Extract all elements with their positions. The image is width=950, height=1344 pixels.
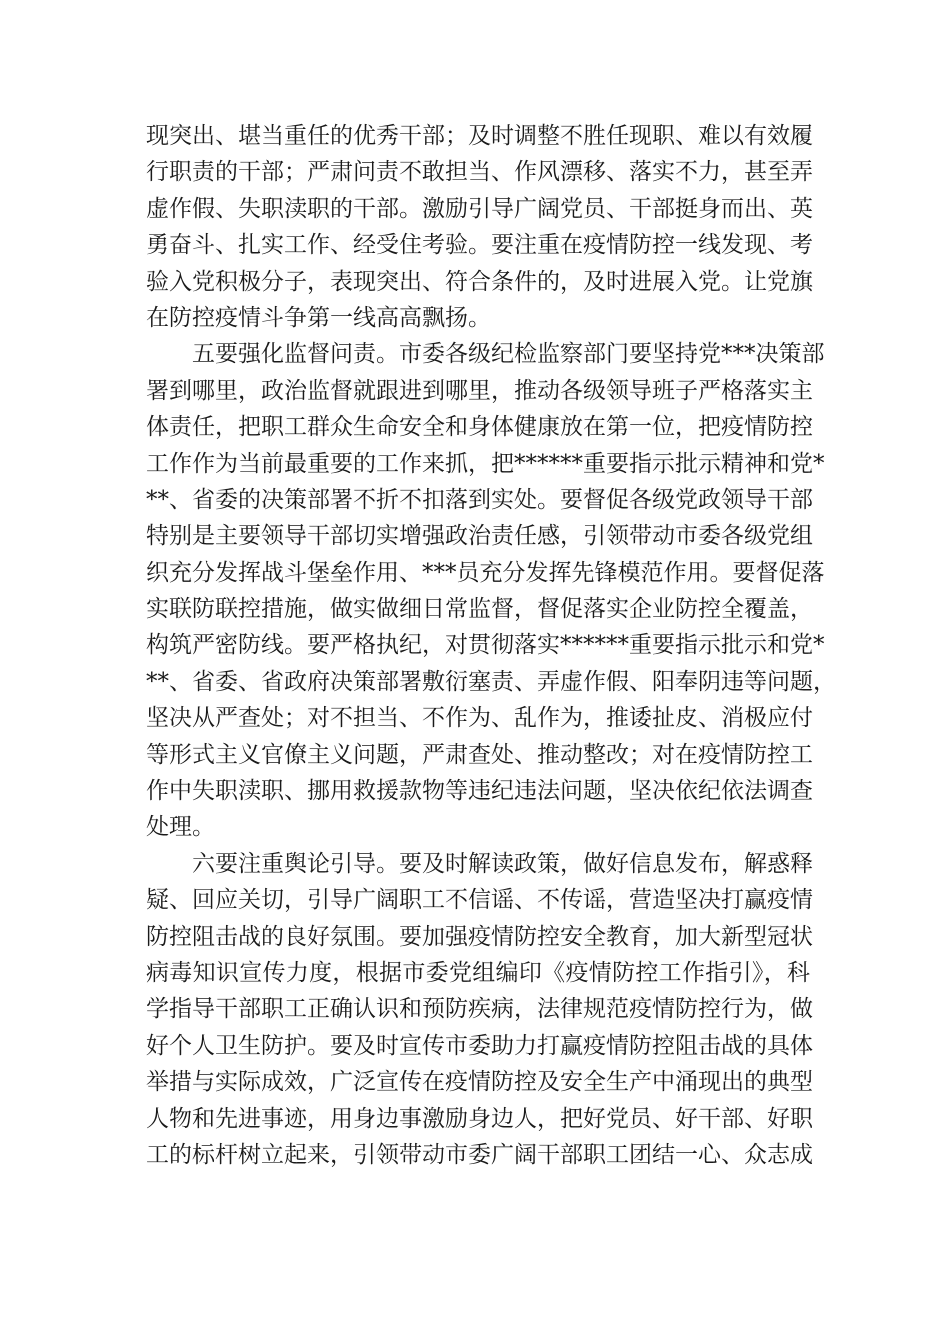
text-line: 特别是主要领导干部切实增强政治责任感，引领带动市委各级党组 bbox=[146, 523, 813, 550]
text-line: 五要强化监督问责。市委各级纪检监察部门要坚持党***决策部 bbox=[192, 341, 825, 368]
text-line: 作中失职渎职、挪用救援款物等违纪违法问题，坚决依纪依法调查 bbox=[146, 778, 813, 805]
text-line: 虚作假、失职渎职的干部。激励引导广阔党员、干部挺身而出、英 bbox=[146, 195, 813, 222]
text-line: 防控阻击战的良好氛围。要加强疫情防控安全教育，加大新型冠状 bbox=[146, 923, 813, 950]
text-line: 现突出、堪当重任的优秀干部；及时调整不胜任现职、难以有效履 bbox=[146, 123, 813, 149]
text-line: 工作作为当前最重要的工作来抓，把******重要指示批示精神和党* bbox=[146, 450, 825, 477]
text-line: 工的标杆树立起来，引领带动市委广阔干部职工团结一心、众志成 bbox=[146, 1141, 813, 1168]
text-line: 病毒知识宣传力度，根据市委党组编印《疫情防控工作指引》，科 bbox=[146, 959, 810, 986]
text-line: 实联防联控措施，做实做细日常监督，督促落实企业防控全覆盖， bbox=[146, 596, 813, 623]
text-line: 织充分发挥战斗堡垒作用、***员充分发挥先锋模范作用。要督促落 bbox=[146, 559, 825, 586]
text-line: 坚决从严查处；对不担当、不作为、乱作为，推诿扯皮、消极应付 bbox=[146, 705, 813, 732]
text-line: 好个人卫生防护。要及时宣传市委助力打赢疫情防控阻击战的具体 bbox=[146, 1032, 813, 1059]
text-line: 构筑严密防线。要严格执纪，对贯彻落实******重要指示批示和党* bbox=[146, 632, 825, 659]
text-line: **、省委、省政府决策部署敷衍塞责、弄虚作假、阳奉阴违等问题， bbox=[146, 668, 836, 695]
text-line: 在防控疫情斗争第一线高高飘扬。 bbox=[146, 304, 491, 331]
paragraph-continuation bbox=[146, 118, 813, 336]
text-line: 勇奋斗、扎实工作、经受住考验。要注重在疫情防控一线发现、考 bbox=[146, 232, 813, 259]
text-line: 行职责的干部；严肃问责不敢担当、作风漂移、落实不力，甚至弄 bbox=[146, 159, 813, 186]
paragraph-public-opinion bbox=[146, 846, 813, 1174]
text-line: 等形式主义官僚主义问题，严肃查处、推动整改；对在疫情防控工 bbox=[146, 741, 813, 768]
document-body bbox=[146, 118, 836, 1173]
text-line: 署到哪里，政治监督就跟进到哪里，推动各级领导班子严格落实主 bbox=[146, 377, 813, 404]
text-line: 人物和先进事迹，用身边事激励身边人，把好党员、好干部、好职 bbox=[146, 1105, 813, 1132]
text-line: 体责任，把职工群众生命安全和身体健康放在第一位，把疫情防控 bbox=[146, 414, 813, 441]
text-line: 处理。 bbox=[146, 814, 215, 841]
text-line: 疑、回应关切，引导广阔职工不信谣、不传谣，营造坚决打赢疫情 bbox=[146, 887, 813, 914]
text-line: 举措与实际成效，广泛宣传在疫情防控及安全生产中涌现出的典型 bbox=[146, 1069, 813, 1096]
text-line: 六要注重舆论引导。要及时解读政策，做好信息发布，解惑释 bbox=[192, 850, 813, 877]
text-line: 验入党积极分子，表现突出、符合条件的，及时进展入党。让党旗 bbox=[146, 268, 813, 295]
text-line: **、省委的决策部署不折不扣落到实处。要督促各级党政领导干部 bbox=[146, 486, 813, 513]
paragraph-supervision bbox=[146, 336, 836, 845]
text-line: 学指导干部职工正确认识和预防疾病，法律规范疫情防控行为，做 bbox=[146, 996, 813, 1023]
